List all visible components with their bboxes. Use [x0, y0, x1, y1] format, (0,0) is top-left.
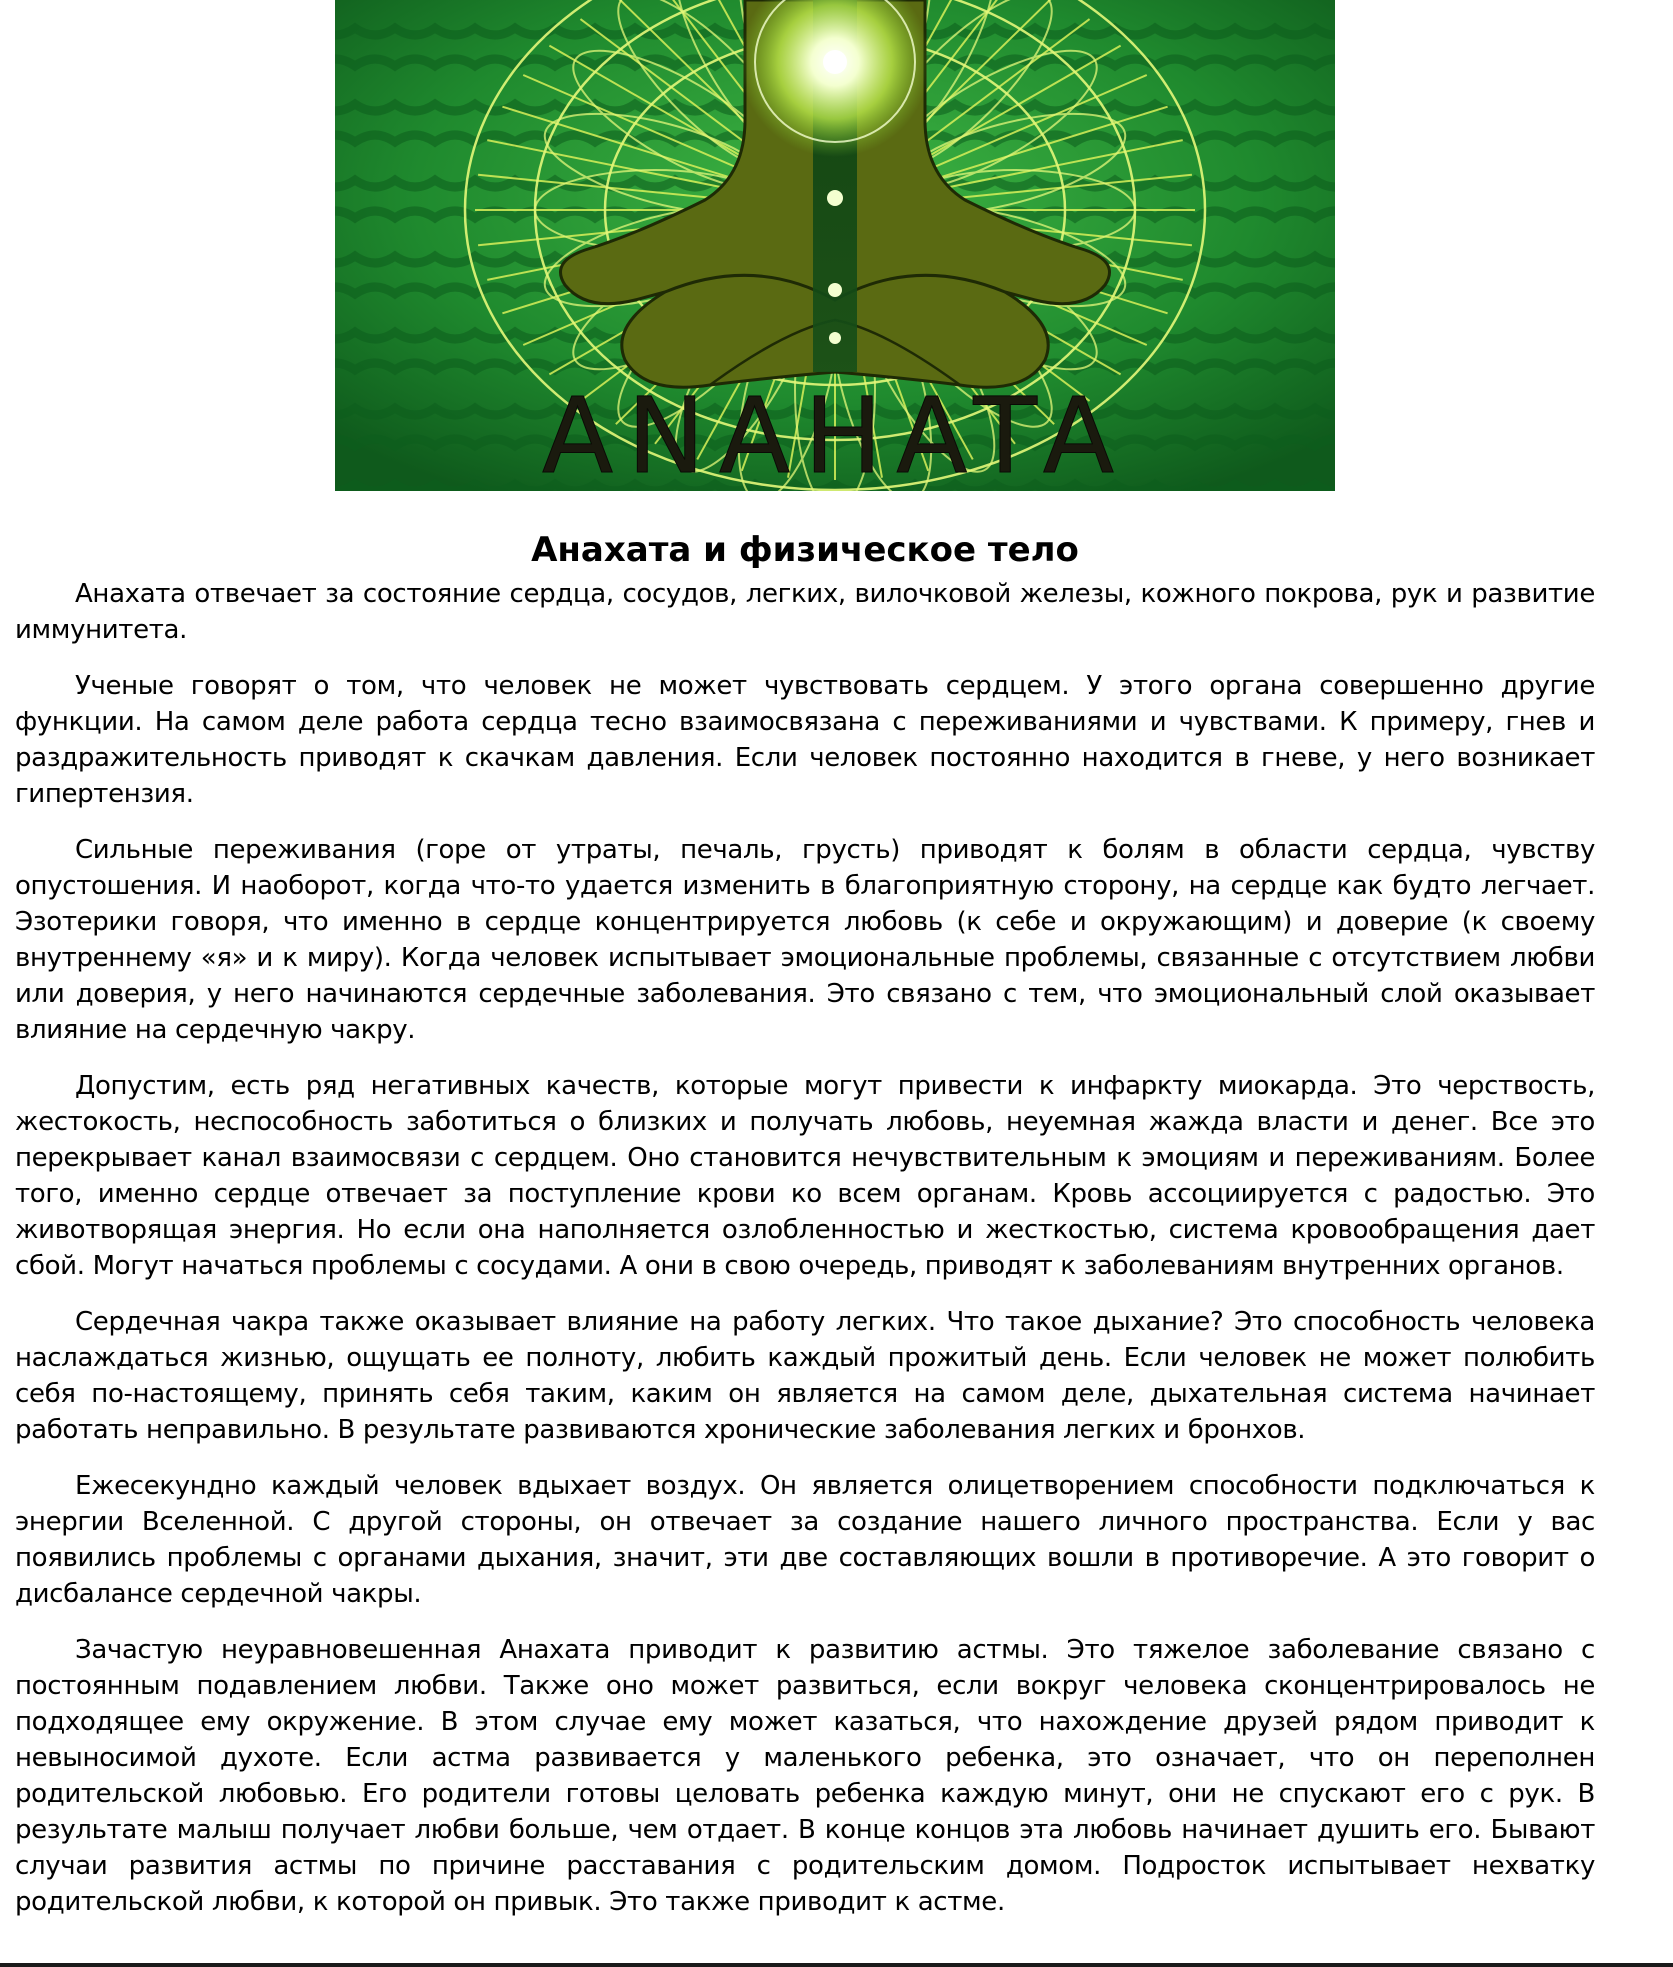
article-title: Анахата и физическое тело	[531, 530, 1079, 570]
article-paragraph: Допустим, есть ряд негативных качеств, которые могут привести к инфаркту миокарда. Это черствость, жестокость, неспособность заботиться о близких и получать любовь, неуемная жажда власти и денег. Все это перекрывает канал взаимосвязи с сердцем. Оно становится нечувствительным к эмоциям и переживаниям. Более того, именно сердце отвечает за поступление крови ко всем органам. Кровь ассоциируется с радостью. Это животворящая энергия. Но если она наполняется озлобленностью и жесткостью, система кровообращения дает сбой. Могут начаться проблемы с сосудами. А они в свою очередь, приводят к заболеваниям внутренних органов.	[15, 1071, 1595, 1281]
anahata-illustration	[335, 0, 1335, 491]
article-paragraph: Ежесекундно каждый человек вдыхает воздух. Он является олицетворением способности подключаться к энергии Вселенной. С другой стороны, он отвечает за создание нашего личного пространства. Если у вас появились проблемы с органами дыхания, значит, эти две составляющих вошли в противоречие. А это говорит о дисбалансе сердечной чакры.	[15, 1471, 1595, 1609]
article-paragraph: Ученые говорят о том, что человек не может чувствовать сердцем. У этого органа совершенно другие функции. На самом деле работа сердца тесно взаимосвязана с переживаниями и чувствами. К примеру, гнев и раздражительность приводят к скачкам давления. Если человек постоянно находится в гневе, у него возникает гипертензия.	[15, 671, 1595, 809]
page-bottom-border	[0, 1963, 1673, 1967]
article-paragraph: Сильные переживания (горе от утраты, печаль, грусть) приводят к болям в области сердца, чувству опустошения. И наоборот, когда что-то удается изменить в благоприятную сторону, на сердце как будто легчает. Эзотерики говоря, что именно в сердце концентрируется любовь (к себе и окружающим) и доверие (к своему внутреннему «я» и к миру). Когда человек испытывает эмоциональные проблемы, связанные с отсутствием любви или доверия, у него начинаются сердечные заболевания. Это связано с тем, что эмоциональный слой оказывает влияние на сердечную чакру.	[15, 835, 1595, 1045]
article-paragraph: Зачастую неуравновешенная Анахата приводит к развитию астмы. Это тяжелое заболевание связано с постоянным подавлением любви. Также оно может развиться, если вокруг человека сконцентрировалось не подходящее ему окружение. В этом случае ему может казаться, что нахождение друзей рядом приводит к невыносимой духоте. Если астма развивается у маленького ребенка, это означает, что он переполнен родительской любовью. Его родители готовы целовать ребенка каждую минут, они не спускают его с рук. В результате малыш получает любви больше, чем отдает. В конце концов эта любовь начинает душить его. Бывают случаи развития астмы по причине расставания с родительским домом. Подросток испытывает нехватку родительской любви, к которой он привык. Это также приводит к астме.	[15, 1635, 1595, 1917]
anahata-illustration-graphic	[335, 0, 1335, 491]
article-body	[15, 576, 1595, 1920]
article-paragraph: Анахата отвечает за состояние сердца, сосудов, легких, вилочковой железы, кожного покрова, рук и развитие иммунитета.	[15, 579, 1595, 645]
article-paragraph: Сердечная чакра также оказывает влияние на работу легких. Что такое дыхание? Это способность человека наслаждаться жизнью, ощущать ее полноту, любить каждый прожитый день. Если человек не может полюбить себя по-настоящему, принять себя таким, каким он является на самом деле, дыхательная система начинает работать неправильно. В результате развиваются хронические заболевания легких и бронхов.	[15, 1307, 1595, 1445]
article	[15, 528, 1595, 1940]
anahata-logo-text: ANAHATA	[542, 375, 1128, 491]
